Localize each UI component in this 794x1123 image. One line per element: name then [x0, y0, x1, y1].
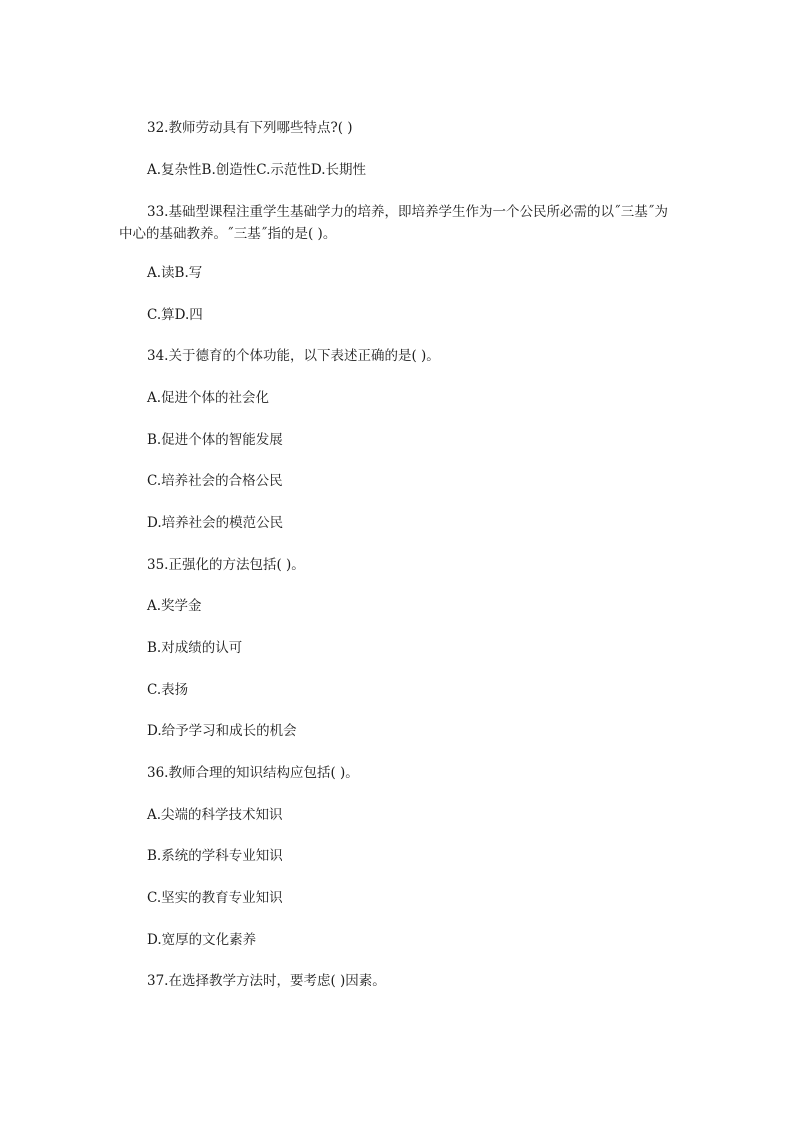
- question-35-stem: 35.正强化的方法包括( )。: [147, 557, 305, 573]
- question-34-option-c: C.培养社会的合格公民: [147, 473, 283, 489]
- question-34-option-a: A.促进个体的社会化: [147, 390, 270, 406]
- question-33-stem: 33.基础型课程注重学生基础学力的培养，即培养学生作为一个公民所必需的以˝三基˝为中心的基础教养。˝三基˝指的是( )。: [119, 204, 668, 242]
- question-32-stem: 32.教师劳动具有下列哪些特点?( ): [147, 120, 353, 136]
- question-32-options: A.复杂性B.创造性C.示范性D.长期性: [147, 162, 367, 178]
- question-35-option-d: D.给予学习和成长的机会: [147, 723, 297, 739]
- question-36-option-a: A.尖端的科学技术知识: [147, 807, 283, 823]
- question-35-option-b: B.对成绩的认可: [147, 640, 243, 656]
- question-36-option-c: C.坚实的教育专业知识: [147, 890, 283, 906]
- question-36-option-d: D.宽厚的文化素养: [147, 932, 257, 948]
- question-35-option-a: A.奖学金: [147, 598, 202, 614]
- question-36-stem: 36.教师合理的知识结构应包括( )。: [147, 765, 359, 781]
- question-37-stem: 37.在选择教学方法时，要考虑( )因素。: [147, 973, 386, 989]
- question-34-stem: 34.关于德育的个体功能，以下表述正确的是( )。: [147, 348, 440, 364]
- question-33-option-ab: A.读B.写: [147, 265, 203, 281]
- question-33-option-cd: C.算D.四: [147, 307, 203, 323]
- question-34-option-d: D.培养社会的模范公民: [147, 515, 284, 531]
- question-35-option-c: C.表扬: [147, 682, 189, 698]
- question-36-option-b: B.系统的学科专业知识: [147, 848, 283, 864]
- question-34-option-b: B.促进个体的智能发展: [147, 432, 283, 448]
